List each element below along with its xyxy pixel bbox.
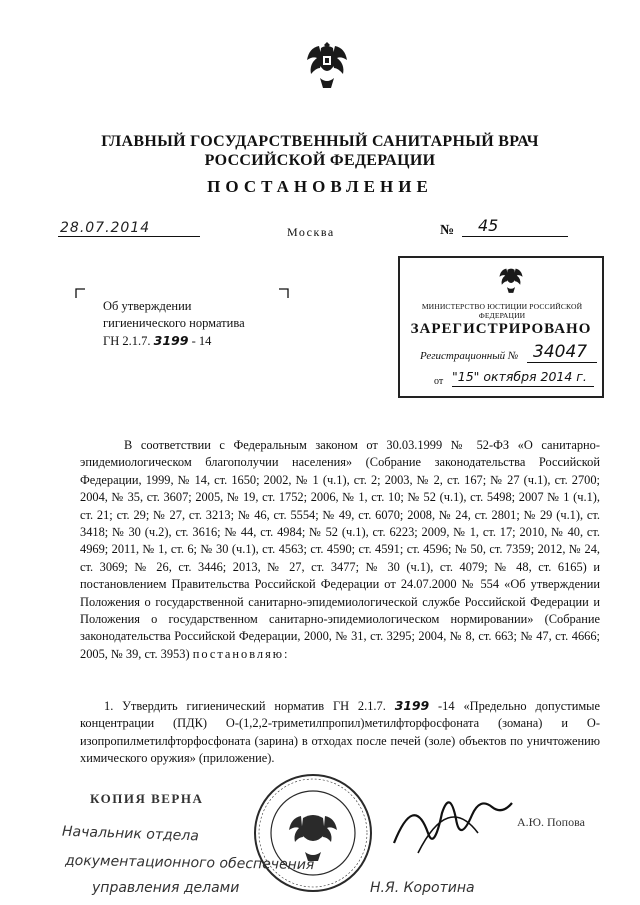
subject-norm-code: 3199 — [153, 333, 189, 348]
registration-stamp — [398, 256, 604, 398]
subject-line1: Об утверждении — [103, 299, 192, 313]
stamp-date-underline — [452, 386, 594, 387]
resolve-word: постановляю: — [192, 646, 290, 661]
decree-date: 28.07.2014 — [60, 220, 151, 236]
clause-1-norm-code: 3199 — [394, 698, 430, 713]
clause-1-paragraph — [80, 697, 600, 768]
clause-1-prefix: 1. Утвердить гигиенический норматив ГН 2.1.7. — [104, 699, 395, 713]
stamp-reg-date: "15" октября 2014 г. — [452, 369, 587, 384]
stamp-number-underline — [527, 362, 597, 363]
coat-of-arms-icon — [305, 38, 349, 90]
handwritten-line2: документационного обеспечения — [64, 852, 315, 874]
round-seal-icon — [245, 770, 380, 895]
number-underline — [462, 236, 568, 237]
preamble-paragraph — [80, 437, 600, 663]
decree-city: Москва — [287, 225, 335, 239]
number-label: № — [440, 223, 455, 238]
subject-line2: гигиенического норматива — [103, 316, 245, 330]
coat-of-arms-icon — [497, 264, 525, 294]
copy-verified-stamp: КОПИЯ ВЕРНА — [90, 791, 204, 806]
decree-subject — [103, 298, 245, 350]
signer-name: А.Ю. Попова — [517, 815, 585, 829]
authority-title-line1: ГЛАВНЫЙ ГОСУДАРСТВЕННЫЙ САНИТАРНЫЙ ВРАЧ — [101, 133, 539, 150]
clause-1-text: -14 «Предельно допустимые концентрации (ПДК) О-(1,2,2-триметилпропил)метилфторфосфоната (зомана) и О-изопропилметилфторфосфоната (зарина) в отходах после печей (золе) объектов по уничтожению химического оружия» (приложение). — [80, 699, 600, 766]
signature-icon — [388, 783, 516, 865]
date-underline — [58, 236, 200, 237]
preamble-text: В соответствии с Федеральным законом от 30.03.1999 № 52-ФЗ «О санитарно-эпидемиологическом благополучии населения» (Собрание законодательства Российской Федерации, 1999, № 14, ст. 1650; 2002, № 1 (ч.1), ст. 2; 2003, № 2, ст. 167; № 27 (ч.1), ст. 2700; 2004, № 35, ст. 3607; 2005, № 19, ст. 1752; 2006, № 1, ст. 10; № 52 (ч.1), ст. 5498; 2007 № 1 (ч.1), ст. 21; ст. 29; № 27, ст. 3213; № 46, ст. 5554; № 49, ст. 6070; 2008, № 24, ст. 2801; № 29 (ч.1), ст. 3418; № 30 (ч.2), ст. 3616; № 44, ст. 4984; № 52 (ч.1), ст. 6223; 2009, № 1, ст. 17; 2010, № 40, ст. 4969; 2011, № 1, ст. 6; № 30 (ч.1), ст. 4563; ст. 4590; ст. 4591; ст. 4596; № 50, ст. 7359; 2012, № 24, ст. 3069; № 26, ст. 3446; 2013, № 27, ст. 3477; № 30 (ч.1), ст. 4079; № 48, ст. 6165) и постановлением Правительства Российской Федерации от 24.07.2000 № 554 «Об утверждении Положения о государственной санитарно-эпидемиологической службе Российской Федерации и Положения о государственном санитарно-эпидемиологическом нормировании» (Собрание законодательства Российской Федерации, 2000, № 31, ст. 3295; 2004, № 8, ст. 663; № 47, ст. 4666; 2005, № 39, ст. 3953) — [80, 438, 600, 661]
stamp-reg-label: Регистрационный № — [420, 350, 519, 362]
handwritten-name: Н.Я. Коротина — [370, 880, 475, 896]
stamp-status: ЗАРЕГИСТРИРОВАНО — [410, 321, 592, 337]
handwritten-line3: управления делами — [92, 880, 240, 896]
subject-norm-suffix: - 14 — [188, 334, 212, 348]
stamp-date-label: от — [434, 376, 444, 387]
subject-line3 — [103, 332, 245, 350]
bracket-left-icon — [75, 288, 85, 298]
authority-title-line2: РОССИЙСКОЙ ФЕДЕРАЦИИ — [204, 152, 436, 169]
handwritten-line1: Начальник отдела — [61, 823, 200, 845]
stamp-reg-number: 34047 — [533, 342, 588, 362]
decree-number: 45 — [478, 216, 499, 235]
document-type-title: ПОСТАНОВЛЕНИЕ — [207, 177, 433, 196]
stamp-ministry: МИНИСТЕРСТВО ЮСТИЦИИ РОССИЙСКОЙ ФЕДЕРАЦИИ — [421, 302, 583, 320]
subject-norm-prefix: ГН 2.1.7. — [103, 334, 154, 348]
bracket-right-icon — [279, 288, 289, 298]
